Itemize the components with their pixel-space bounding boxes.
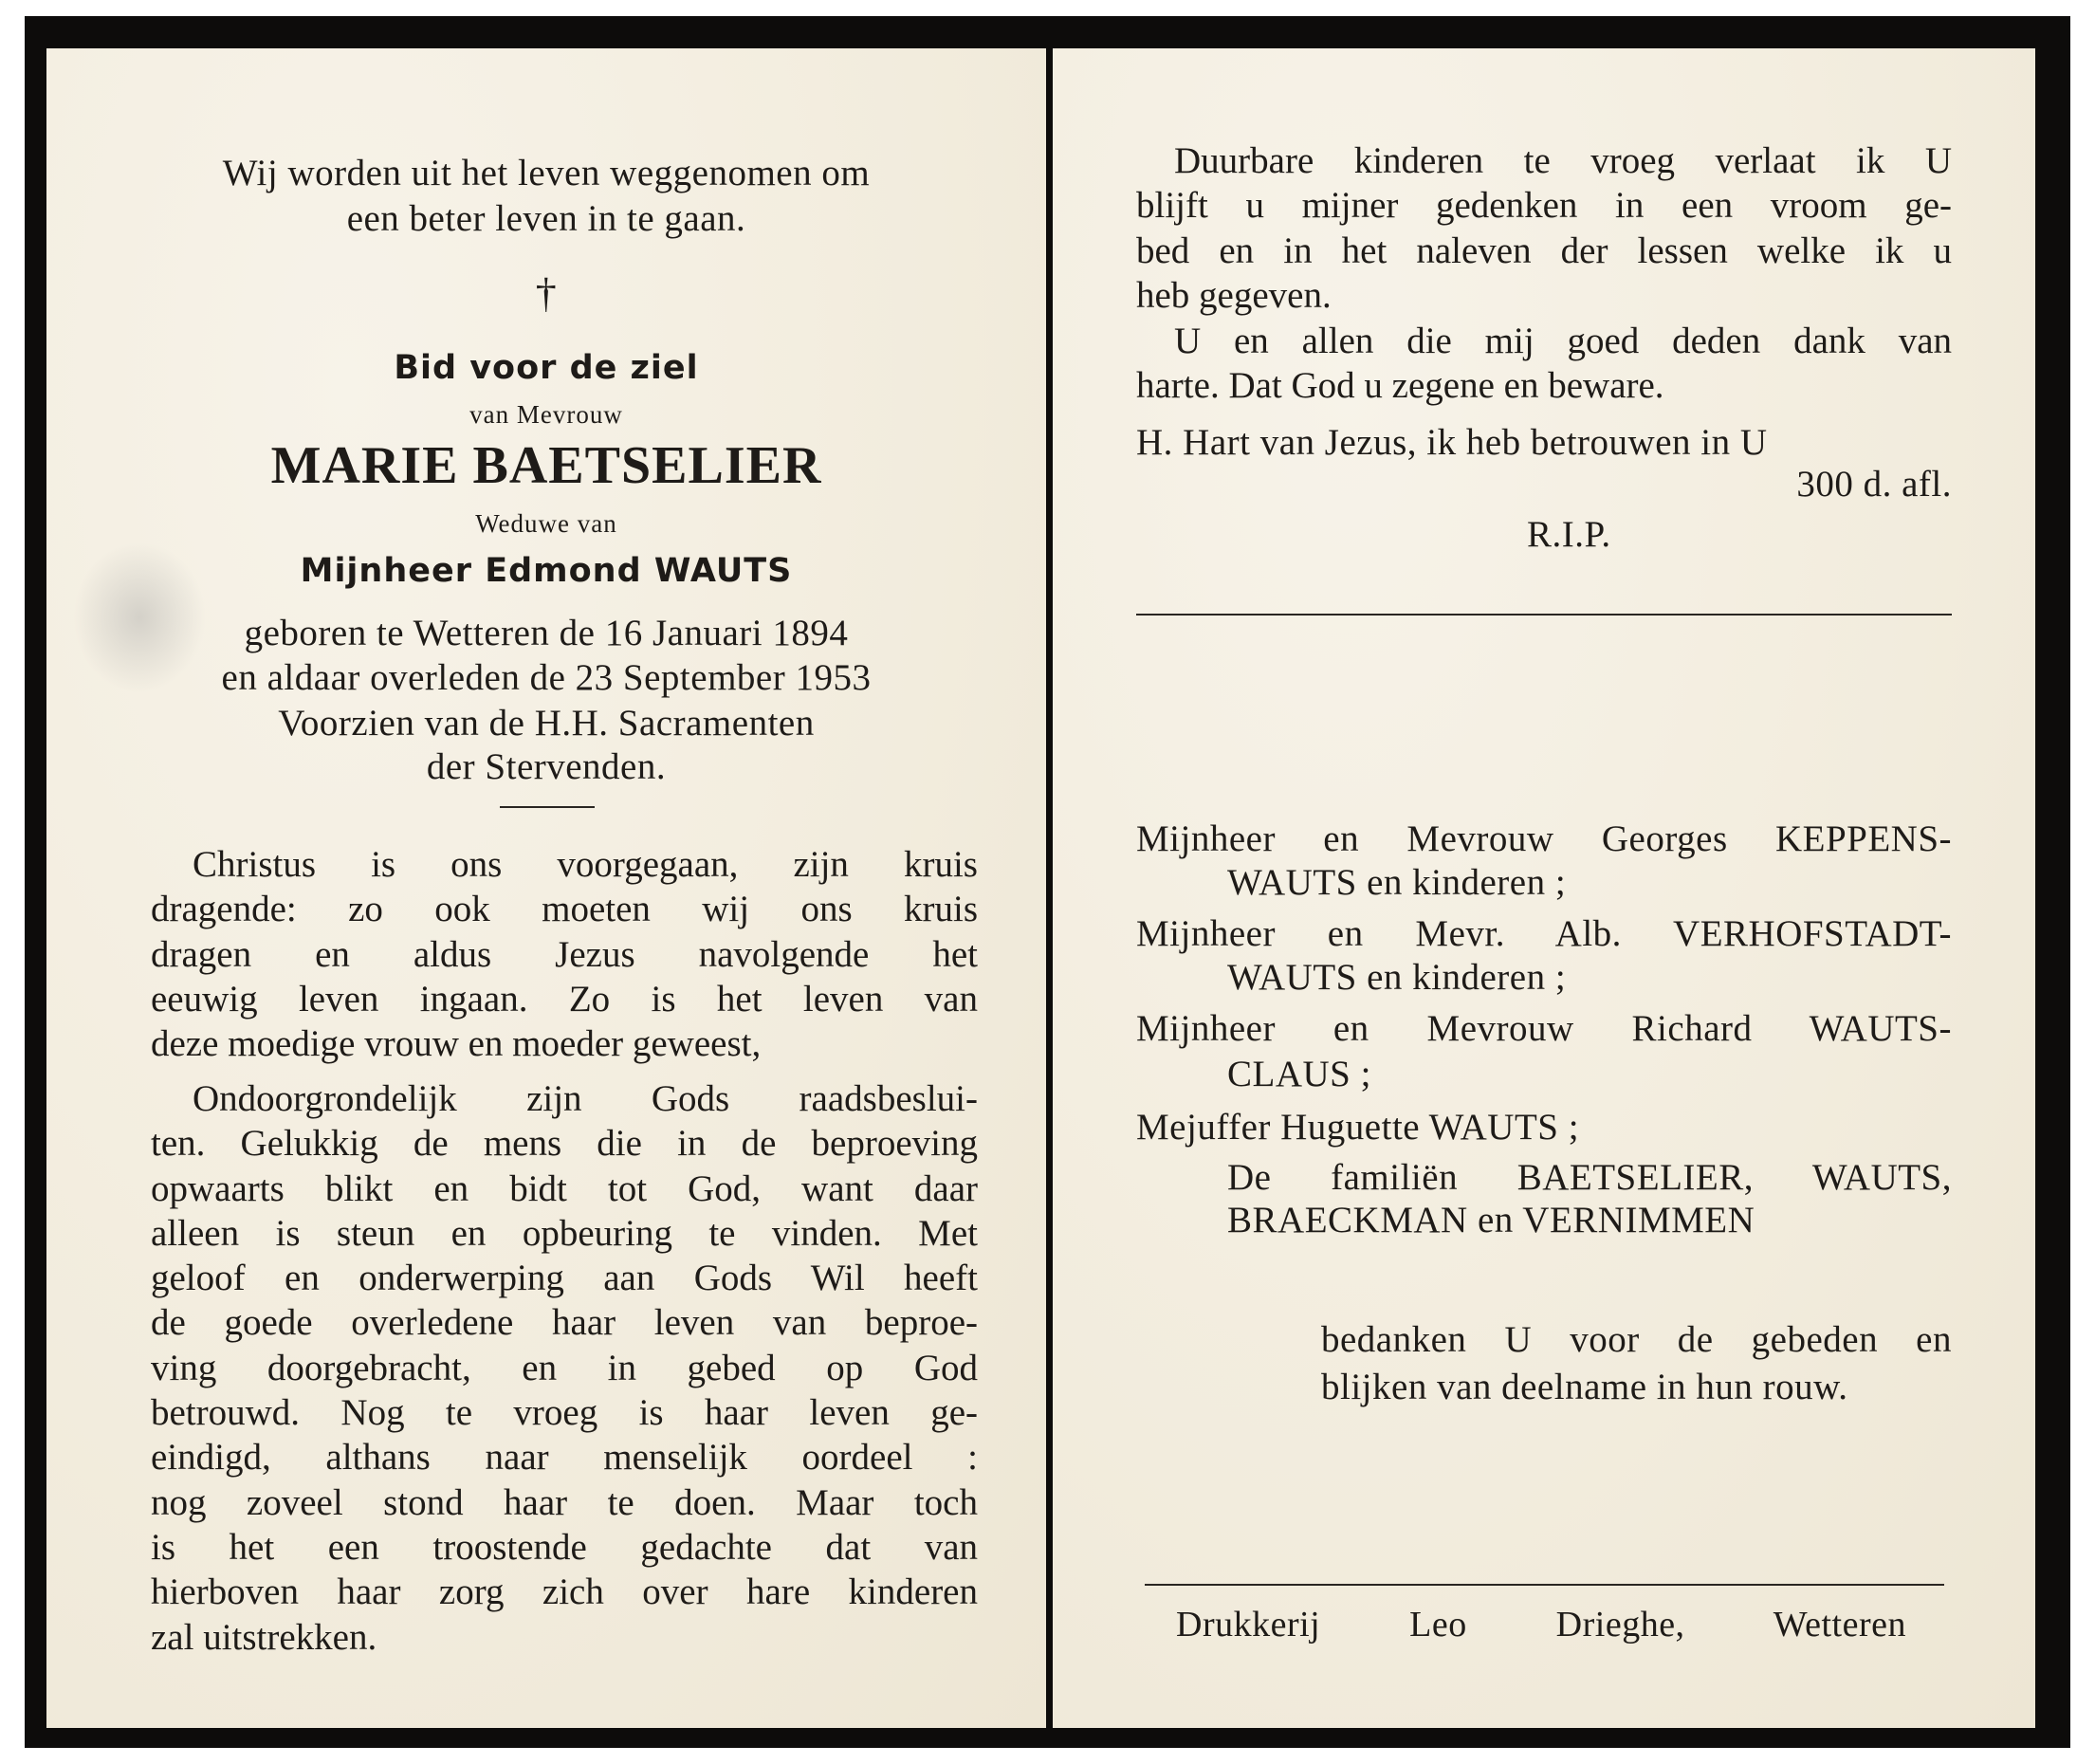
short-divider <box>500 806 595 808</box>
text-line: eindigd, althans naar menselijk oordeel : <box>151 1437 978 1479</box>
text-line: betrouwd. Nog te vroeg is haar leven ge- <box>151 1392 978 1434</box>
rip: R.I.P. <box>1527 514 1611 555</box>
left-page <box>46 48 1046 1728</box>
prayer-line: H. Hart van Jezus, ik heb betrouwen in U <box>1136 422 1768 463</box>
families-text: De familiën BAETSELIER, WAUTS, <box>1227 1157 1952 1198</box>
husband-name: Mijnheer Edmond WAUTS <box>300 552 793 590</box>
family-line: Mijnheer en Mevrouw Georges KEPPENS- <box>1136 818 1952 859</box>
text-line: harte. Dat God u zegene en beware. <box>1136 365 1664 407</box>
text-line: bed en in het naleven der lessen welke ik u <box>1136 230 1952 271</box>
family-line: Mijnheer en Mevr. Alb. VERHOFSTADT- <box>1136 913 1952 954</box>
sacraments-line-1: Voorzien van de H.H. Sacramenten <box>278 703 815 744</box>
families-line-2: BRAECKMAN en VERNIMMEN <box>1227 1200 1755 1240</box>
intro-line-2: een beter leven in te gaan. <box>346 198 746 239</box>
text-line: opwaarts blikt en bidt tot God, want daar <box>151 1167 978 1209</box>
printer-text: Drukkerij Leo Drieghe, Wetteren <box>1176 1605 1906 1645</box>
text-line: ving doorgebracht, en in gebed op God <box>151 1347 978 1388</box>
text-line: U en allen die mij goed deden dank van <box>1174 321 1952 361</box>
bid-heading: Bid voor de ziel <box>394 349 699 387</box>
right-page <box>1053 48 2035 1728</box>
text-line: eeuwig leven ingaan. Zo is het leven van <box>151 978 978 1020</box>
family-2 <box>1136 915 1952 952</box>
family-3 <box>1136 1010 1952 1047</box>
text-line: blijft u mijner gedenken in een vroom ge- <box>1136 185 1952 227</box>
thanks-line-2: blijken van deelname in hun rouw. <box>1321 1367 1848 1407</box>
deceased-name: MARIE BAETSELIER <box>270 436 822 495</box>
text-line: heb gegeven. <box>1136 274 1332 316</box>
text-line: Christus is ons voorgegaan, zijn kruis <box>193 844 978 885</box>
memorial-card <box>25 16 2070 1748</box>
thanks-text: bedanken U voor de gebeden en <box>1321 1319 1952 1360</box>
family-1 <box>1136 820 1952 857</box>
text-line: Ondoorgrondelijk zijn Gods raadsbeslui- <box>193 1078 978 1119</box>
paragraph-christus <box>151 842 978 1066</box>
text-line: deze moedige vrouw en moeder geweest, <box>151 1023 762 1065</box>
cross-icon: † <box>535 270 558 317</box>
weduwe-van: Weduwe van <box>475 509 617 538</box>
printer-line <box>1176 1607 1906 1643</box>
thanks-line-1 <box>1321 1321 1952 1358</box>
family-line: Mijnheer en Mevrouw Richard WAUTS- <box>1136 1008 1952 1049</box>
text-line: alleen is steun en opbeuring te vinden. Met <box>151 1212 978 1254</box>
birth-line: geboren te Wetteren de 16 Januari 1894 <box>244 613 849 653</box>
text-line: nog zoveel stond haar te doen. Maar toch <box>151 1481 978 1523</box>
families-line-1 <box>1227 1159 1952 1196</box>
family-4: Mejuffer Huguette WAUTS ; <box>1136 1107 1580 1148</box>
text-line: zal uitstrekken. <box>151 1616 377 1658</box>
family-3-line-2: CLAUS ; <box>1227 1054 1371 1094</box>
paragraph-thanks <box>1136 319 1952 409</box>
paragraph-ondoorgrondelijk <box>151 1076 978 1660</box>
paragraph-duurbare <box>1136 138 1952 318</box>
divider-top <box>1136 614 1952 616</box>
text-line: Duurbare kinderen te vroeg verlaat ik U <box>1174 140 1952 181</box>
intro-line-1: Wij worden uit het leven weggenomen om <box>222 153 871 193</box>
text-line: is het een troostende gedachte dat van <box>151 1526 978 1568</box>
family-2-line-2: WAUTS en kinderen ; <box>1227 957 1567 998</box>
text-line: ten. Gelukkig de mens die in de beproeving <box>151 1123 978 1165</box>
text-line: de goede overledene haar leven van beproe- <box>151 1302 978 1344</box>
sacraments-line-2: der Stervenden. <box>426 746 667 787</box>
indulgence: 300 d. afl. <box>1796 464 1952 505</box>
van-mevrouw: van Mevrouw <box>469 400 623 429</box>
text-line: hierboven haar zorg zich over hare kinderen <box>151 1571 978 1613</box>
death-line: en aldaar overleden de 23 September 1953 <box>221 657 872 698</box>
text-line: geloof en onderwerping aan Gods Wil heeft <box>151 1258 978 1299</box>
text-line: dragende: zo ook moeten wij ons kruis <box>151 889 978 930</box>
family-1-line-2: WAUTS en kinderen ; <box>1227 862 1567 903</box>
text-line: dragen en aldus Jezus navolgende het <box>151 933 978 975</box>
divider-bottom <box>1145 1584 1944 1586</box>
